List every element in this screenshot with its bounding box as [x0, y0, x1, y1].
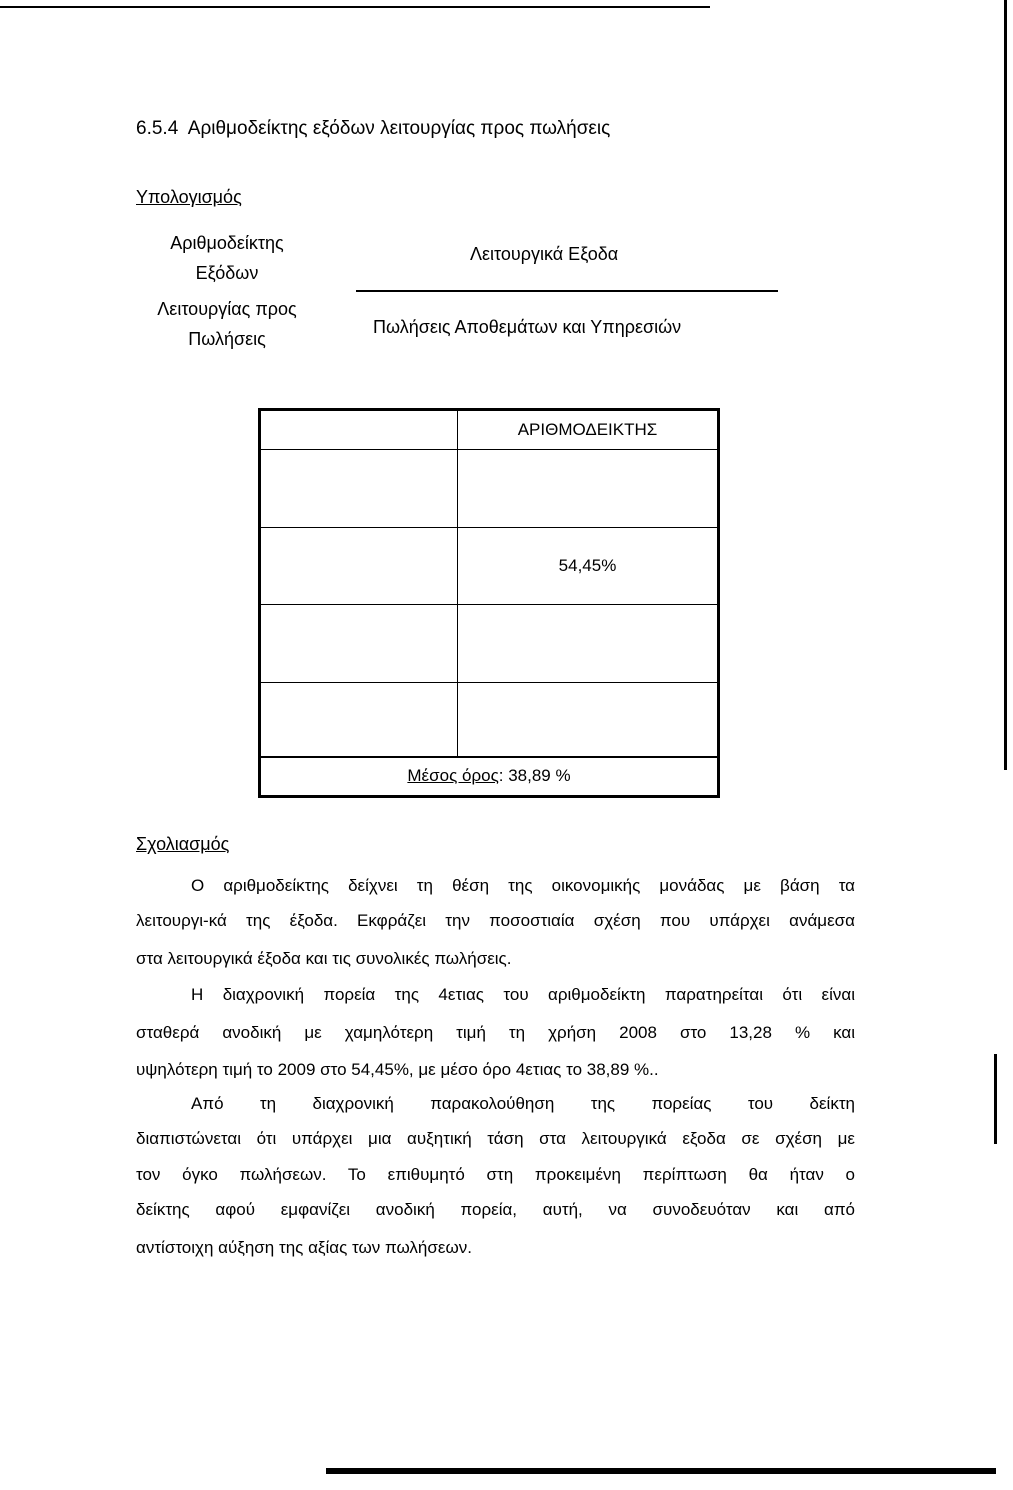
ratio-name-line: Πωλήσεις — [188, 329, 266, 349]
commentary-line: διαπιστώνεται ότι υπάρχει μια αυξητική τάση στα λειτουργικά εξοδα σε σχέση με — [136, 1129, 855, 1148]
section-heading — [136, 118, 610, 140]
commentary-line: αντίστοιχη αύξηση της αξίας των πωλήσεων. — [136, 1238, 472, 1257]
calculation-heading: Υπολογισμός — [136, 187, 242, 207]
bottom-scan-bar — [326, 1468, 996, 1474]
commentary-line: λειτουργι-κά της έξοδα. Εκφράζει την ποσοστιαία σχέση που υπάρχει ανάμεσα — [136, 911, 855, 930]
ratio-name-line: Λειτουργίας προς — [157, 299, 297, 319]
section-number: 6.5.4 — [136, 118, 179, 139]
index-header: ΑΡΙΘΜΟΔΕΙΚΤΗΣ — [458, 410, 719, 450]
table-cell — [260, 410, 458, 450]
section-title: Αριθμοδείκτης εξόδων λειτουργίας προς πωλήσεις — [187, 118, 611, 139]
ratio-name-line: Αριθμοδείκτης — [170, 233, 284, 253]
table-cell — [458, 683, 719, 757]
ratio-name-line: Εξόδων — [195, 263, 259, 283]
table-cell — [260, 683, 458, 757]
table-cell — [458, 605, 719, 683]
commentary-line: υψηλότερη τιμή το 2009 στο 54,45%, με μέσο όρο 4ετιας το 38,89 %.. — [136, 1060, 659, 1079]
table-cell — [260, 528, 458, 605]
index-table — [258, 408, 720, 798]
right-edge-mark — [1004, 0, 1007, 770]
table-cell — [458, 450, 719, 528]
commentary-line: Η διαχρονική πορεία της 4ετιας του αριθμοδείκτη παρατηρείται ότι είναι — [191, 985, 855, 1004]
formula-denominator: Πωλήσεις Αποθεμάτων και Υπηρεσιών — [373, 317, 682, 337]
top-rule — [0, 6, 710, 8]
fraction-bar — [356, 290, 778, 292]
commentary-line: Από τη διαχρονική παρακολούθηση της πορείας του δείκτη — [191, 1094, 855, 1113]
commentary-heading: Σχολιασμός — [136, 834, 230, 854]
commentary-line: στα λειτουργικά έξοδα και τις συνολικές πωλήσεις. — [136, 949, 512, 968]
table-cell — [260, 450, 458, 528]
commentary-line: σταθερά ανοδική με χαμηλότερη τιμή τη χρήση 2008 στο 13,28 % και — [136, 1023, 855, 1042]
table-cell — [260, 605, 458, 683]
average-row — [260, 757, 719, 797]
commentary-line: δείκτης αφού εμφανίζει ανοδική πορεία, αυτή, να συνοδευόταν και από — [136, 1200, 855, 1219]
right-edge-mark-lower — [994, 1054, 997, 1144]
average-label: Μέσος όρος — [407, 766, 499, 786]
index-value: 54,45% — [458, 528, 719, 605]
formula-numerator: Λειτουργικά Εξοδα — [470, 244, 619, 264]
average-value: : 38,89 % — [498, 766, 571, 786]
commentary-line: Ο αριθμοδείκτης δείχνει τη θέση της οικονομικής μονάδας με βάση τα — [191, 876, 855, 895]
ratio-name — [136, 228, 318, 354]
commentary-line: τον όγκο πωλήσεων. Το επιθυμητό στη προκειμένη περίπτωση θα ήταν ο — [136, 1165, 855, 1184]
